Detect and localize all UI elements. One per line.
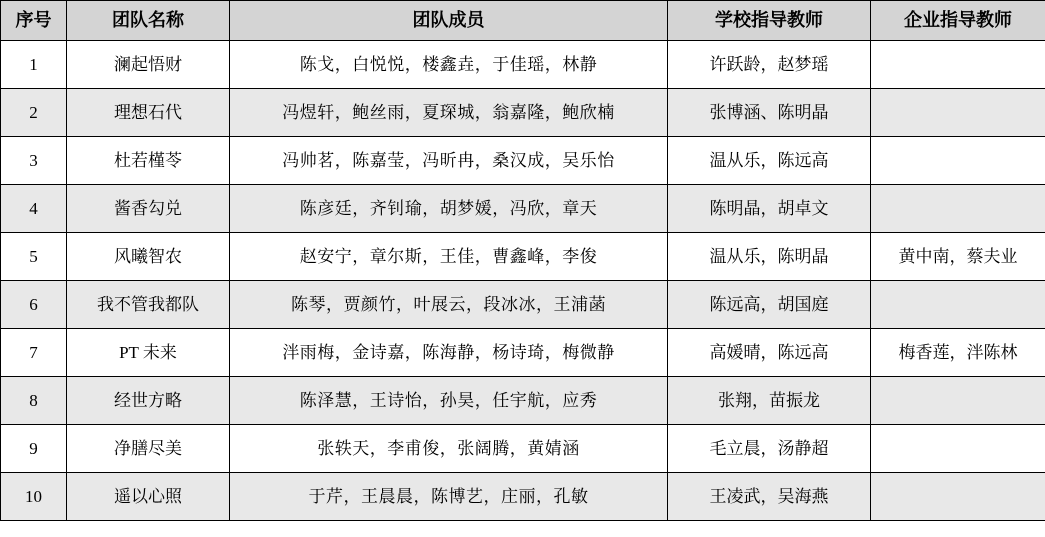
cell-index: 1 (1, 41, 67, 89)
column-header-index: 序号 (1, 1, 67, 41)
cell-index: 9 (1, 425, 67, 473)
cell-team-name: 我不管我都队 (67, 281, 230, 329)
table-row (1, 233, 1045, 281)
cell-school-advisor: 许跃龄，赵梦瑶 (668, 41, 871, 89)
table-row (1, 473, 1045, 521)
cell-team-members: 陈琴，贾颜竹，叶展云，段冰冰，王浦菡 (230, 281, 668, 329)
cell-team-members: 冯帅茗，陈嘉莹，冯昕冉，桑汉成，吴乐怡 (230, 137, 668, 185)
cell-team-members: 冯煜轩，鲍丝雨，夏琛城，翁嘉隆，鲍欣楠 (230, 89, 668, 137)
cell-team-name: PT 未来 (67, 329, 230, 377)
cell-team-name: 风曦智农 (67, 233, 230, 281)
table-row (1, 281, 1045, 329)
column-header-team-members: 团队成员 (230, 1, 668, 41)
table-row (1, 41, 1045, 89)
cell-enterprise-advisor (871, 473, 1045, 521)
table-row (1, 185, 1045, 233)
cell-enterprise-advisor (871, 185, 1045, 233)
cell-team-members: 张轶天，李甫俊，张阔腾，黄婧涵 (230, 425, 668, 473)
cell-index: 10 (1, 473, 67, 521)
cell-index: 4 (1, 185, 67, 233)
cell-school-advisor: 王凌武，吴海燕 (668, 473, 871, 521)
cell-enterprise-advisor (871, 41, 1045, 89)
cell-team-members: 赵安宁，章尔斯，王佳，曹鑫峰，李俊 (230, 233, 668, 281)
cell-index: 7 (1, 329, 67, 377)
cell-index: 8 (1, 377, 67, 425)
cell-enterprise-advisor (871, 89, 1045, 137)
cell-school-advisor: 张翔，苗振龙 (668, 377, 871, 425)
cell-index: 6 (1, 281, 67, 329)
cell-team-members: 陈泽慧，王诗怡，孙昊，任宇航，应秀 (230, 377, 668, 425)
cell-team-members: 泮雨梅，金诗嘉，陈海静，杨诗琦，梅微静 (230, 329, 668, 377)
table-row (1, 329, 1045, 377)
cell-index: 5 (1, 233, 67, 281)
cell-team-members: 陈彦廷，齐钊瑜，胡梦媛，冯欣，章天 (230, 185, 668, 233)
cell-index: 2 (1, 89, 67, 137)
table-row (1, 137, 1045, 185)
cell-team-name: 理想石代 (67, 89, 230, 137)
cell-enterprise-advisor: 黄中南，蔡夫业 (871, 233, 1045, 281)
column-header-school-advisor: 学校指导教师 (668, 1, 871, 41)
cell-enterprise-advisor (871, 281, 1045, 329)
column-header-enterprise-advisor: 企业指导教师 (871, 1, 1045, 41)
cell-team-name: 酱香勾兑 (67, 185, 230, 233)
cell-enterprise-advisor (871, 137, 1045, 185)
cell-school-advisor: 温从乐，陈远高 (668, 137, 871, 185)
column-header-team-name: 团队名称 (67, 1, 230, 41)
table-row (1, 377, 1045, 425)
cell-team-name: 澜起悟财 (67, 41, 230, 89)
cell-index: 3 (1, 137, 67, 185)
cell-school-advisor: 温从乐，陈明晶 (668, 233, 871, 281)
table-row (1, 89, 1045, 137)
cell-enterprise-advisor (871, 425, 1045, 473)
cell-enterprise-advisor (871, 377, 1045, 425)
table-row (1, 425, 1045, 473)
cell-school-advisor: 毛立晨，汤静超 (668, 425, 871, 473)
cell-team-members: 于芹，王晨晨，陈博艺，庄丽，孔敏 (230, 473, 668, 521)
table-header (1, 1, 1045, 41)
cell-team-name: 净膳尽美 (67, 425, 230, 473)
cell-school-advisor: 陈远高，胡国庭 (668, 281, 871, 329)
cell-team-name: 遥以心照 (67, 473, 230, 521)
cell-enterprise-advisor: 梅香莲，泮陈林 (871, 329, 1045, 377)
cell-team-members: 陈戈，白悦悦，楼鑫垚，于佳瑶，林静 (230, 41, 668, 89)
cell-school-advisor: 高媛晴，陈远高 (668, 329, 871, 377)
cell-school-advisor: 陈明晶，胡卓文 (668, 185, 871, 233)
cell-team-name: 经世方略 (67, 377, 230, 425)
table-body (1, 41, 1045, 521)
cell-school-advisor: 张博涵、陈明晶 (668, 89, 871, 137)
cell-team-name: 杜若槿苓 (67, 137, 230, 185)
table-header-row (1, 1, 1045, 41)
